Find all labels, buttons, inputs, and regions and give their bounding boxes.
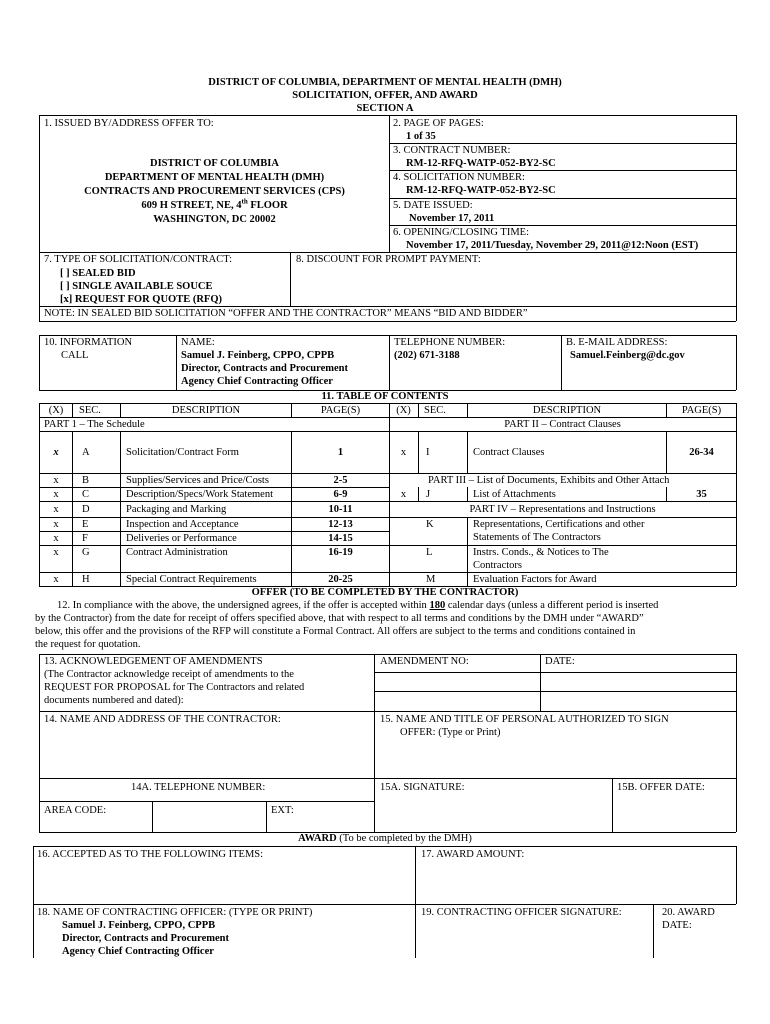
amendments-label: 13. ACKNOWLEDGEMENT OF AMENDMENTS	[44, 656, 263, 667]
toc-pages: 2-5	[333, 475, 348, 486]
offer-days: 180	[429, 600, 446, 611]
amendment-number-label: AMENDMENT NO:	[380, 656, 469, 667]
toc-header-x: (X)	[48, 405, 64, 416]
toc-desc: Packaging and Marking	[126, 504, 227, 515]
amendments-line-4: documents numbered and dated):	[44, 695, 184, 706]
offer-heading: OFFER (TO BE COMPLETED BY THE CONTRACTOR)	[251, 587, 519, 598]
contracting-officer-name: Samuel J. Feinberg, CPPO, CPPB	[62, 920, 216, 931]
amendments-line-3: REQUEST FOR PROPOSAL for The Contractors and related	[44, 682, 305, 693]
pages-label: 2. PAGE OF PAGES:	[393, 118, 484, 129]
toc-sec: B	[82, 475, 90, 486]
contracting-officer-signature-label: 19. CONTRACTING OFFICER SIGNATURE:	[421, 907, 622, 918]
toc-desc: Representations, Certifications and other	[473, 519, 645, 530]
issuer-org-1: DISTRICT OF COLUMBIA	[150, 158, 279, 169]
toc-mark: x	[400, 447, 407, 458]
toc-desc: List of Attachments	[473, 489, 556, 500]
toc-mark: x	[53, 504, 59, 515]
toc-mark: x	[53, 574, 59, 585]
phone-value: (202) 671-3188	[394, 350, 460, 361]
amendment-date-field-2[interactable]	[542, 693, 735, 710]
offer-date-label: 15B. OFFER DATE:	[617, 782, 705, 793]
toc-mark: x	[400, 489, 407, 500]
award-date-label-2: DATE:	[662, 920, 692, 931]
contract-number-value: RM-12-RFQ-WATP-052-BY2-SC	[406, 158, 556, 169]
toc-mark: x	[53, 519, 59, 530]
toc-sec: D	[82, 504, 90, 515]
solicitation-number-label: 4. SOLICITATION NUMBER:	[393, 172, 525, 183]
contact-name-label: NAME:	[181, 337, 215, 348]
issued-by-label: 1. ISSUED BY/ADDRESS OFFER TO:	[44, 118, 214, 129]
contract-number-label: 3. CONTRACT NUMBER:	[393, 145, 511, 156]
contracting-officer-title-1: Director, Contracts and Procurement	[62, 933, 229, 944]
issuer-city: WASHINGTON, DC 20002	[153, 214, 276, 225]
authorized-signer-field[interactable]	[376, 741, 735, 777]
option-sealed-bid: [ ] SEALED BID	[60, 268, 136, 279]
authorized-signer-label-2: OFFER: (Type or Print)	[400, 727, 501, 738]
contracting-officer-signature-field[interactable]	[417, 921, 652, 957]
contact-title-1: Director, Contracts and Procurement	[181, 363, 348, 374]
offer-date-field[interactable]	[614, 796, 735, 831]
accepted-items-field[interactable]	[35, 863, 413, 903]
pages-value: 1 of 35	[406, 131, 436, 142]
toc-sec: J	[426, 489, 431, 500]
award-heading-note: (To be completed by the DMH)	[336, 833, 472, 844]
extension-label: EXT:	[271, 805, 294, 816]
phone-label: TELEPHONE NUMBER:	[394, 337, 506, 348]
discount-label: 8. DISCOUNT FOR PROMPT PAYMENT:	[296, 254, 481, 265]
authorized-signer-label: 15. NAME AND TITLE OF PERSONAL AUTHORIZED TO SIGN	[380, 714, 669, 725]
toc-title: 11. TABLE OF CONTENTS	[321, 391, 449, 402]
toc-desc: Description/Specs/Work Statement	[126, 489, 273, 500]
toc-mark: x	[53, 489, 59, 500]
award-amount-label: 17. AWARD AMOUNT:	[421, 849, 525, 860]
toc-pages: 20-25	[328, 574, 353, 585]
amendment-date-field-1[interactable]	[542, 674, 735, 690]
signature-field[interactable]	[376, 796, 611, 831]
toc-part-2: PART II – Contract Clauses	[504, 419, 621, 430]
contracting-officer-title-2: Agency Chief Contracting Officer	[62, 946, 214, 957]
toc-header-x-2: (X)	[396, 405, 411, 416]
section-a-heading: SECTION A	[356, 103, 414, 114]
toc-pages: 6-9	[333, 489, 348, 500]
form-title-line1: DISTRICT OF COLUMBIA, DEPARTMENT OF MENTAL HEALTH (DMH)	[208, 77, 562, 88]
toc-desc: Deliveries or Performance	[126, 533, 237, 544]
option-single-source: [ ] SINGLE AVAILABLE SOUCE	[60, 281, 213, 292]
toc-pages: 16-19	[328, 547, 353, 558]
sealed-bid-note: NOTE: IN SEALED BID SOLICITATION “OFFER AND THE CONTRACTOR” MEANS “BID AND BIDDER”	[44, 308, 528, 319]
award-heading	[0, 833, 770, 845]
contractor-name-address-field[interactable]	[41, 728, 373, 777]
toc-header-desc-2: DESCRIPTION	[532, 405, 602, 416]
info-call-label: 10. INFORMATION	[44, 337, 133, 348]
offer-paragraph-3: below, this offer and the provisions of the RFP will constitute a Formal Contract. All offers are subject to the terms and conditions contained in	[35, 626, 636, 637]
toc-header-sec: SEC.	[79, 405, 101, 416]
toc-sec: I	[426, 447, 430, 458]
toc-sec: H	[82, 574, 90, 585]
area-code-label: AREA CODE:	[44, 805, 107, 816]
amendment-number-field-2[interactable]	[376, 693, 539, 710]
amendment-date-label: DATE:	[545, 656, 575, 667]
toc-header-pages-2: PAGE(S)	[681, 405, 722, 416]
email-label: B. E-MAIL ADDRESS:	[566, 337, 668, 348]
toc-part-1: PART 1 – The Schedule	[44, 419, 145, 430]
contact-title-2: Agency Chief Contracting Officer	[181, 376, 333, 387]
issuer-street: 609 H STREET, NE, 4th FLOOR	[141, 197, 288, 211]
toc-pages: 12-13	[328, 519, 353, 530]
toc-desc: Solicitation/Contract Form	[126, 447, 239, 458]
toc-sec: F	[82, 533, 88, 544]
toc-desc: Special Contract Requirements	[126, 574, 257, 585]
issuer-org-2: DEPARTMENT OF MENTAL HEALTH (DMH)	[104, 172, 325, 183]
award-amount-field[interactable]	[417, 863, 735, 903]
issuer-org-3: CONTRACTS AND PROCUREMENT SERVICES (CPS)	[84, 186, 345, 197]
toc-part-4: PART IV – Representations and Instructions	[469, 504, 656, 515]
toc-desc-2: Statements of The Contractors	[473, 532, 601, 543]
toc-header-pages: PAGE(S)	[320, 405, 361, 416]
solicitation-number-value: RM-12-RFQ-WATP-052-BY2-SC	[406, 185, 556, 196]
toc-mark: x	[53, 533, 59, 544]
opening-time-label: 6. OPENING/CLOSING TIME:	[393, 227, 530, 238]
toc-sec: G	[82, 547, 90, 558]
toc-sec: C	[82, 489, 90, 500]
solicitation-type-label: 7. TYPE OF SOLICITATION/CONTRACT:	[44, 254, 233, 265]
date-issued-value: November 17, 2011	[409, 213, 495, 224]
date-issued-label: 5. DATE ISSUED:	[393, 200, 473, 211]
toc-pages: 26-34	[689, 447, 714, 458]
toc-pages: 35	[696, 489, 707, 500]
offer-paragraph-4: the request for quotation.	[35, 639, 141, 650]
telephone-number-field[interactable]	[154, 803, 265, 831]
opening-time-value: November 17, 2011/Tuesday, November 29, 2011@12:Noon (EST)	[406, 240, 699, 251]
option-rfq: [x] REQUEST FOR QUOTE (RFQ)	[60, 294, 222, 305]
form-title-line2: SOLICITATION, OFFER, AND AWARD	[292, 90, 478, 101]
issuer-address	[40, 157, 389, 227]
toc-header-desc: DESCRIPTION	[171, 405, 241, 416]
toc-mark: x	[53, 475, 59, 486]
toc-pages: 14-15	[328, 533, 353, 544]
toc-sec: L	[426, 547, 433, 558]
toc-part-3: PART III – List of Documents, Exhibits and Other Attach	[428, 475, 670, 486]
accepted-items-label: 16. ACCEPTED AS TO THE FOLLOWING ITEMS:	[37, 849, 264, 860]
toc-desc: Contract Clauses	[473, 447, 545, 458]
amendments-line-2: (The Contractor acknowledge receipt of amendments to the	[44, 669, 294, 680]
toc-desc: Supplies/Services and Price/Costs	[126, 475, 269, 486]
offer-text-a: 12. In compliance with the above, the undersigned agrees, if the offer is accepted within	[57, 600, 430, 611]
toc-sec: M	[426, 574, 436, 585]
toc-mark: x	[53, 447, 59, 458]
offer-paragraph-1	[57, 600, 658, 612]
info-call-label-2: CALL	[61, 350, 89, 361]
signature-label: 15A. SIGNATURE:	[380, 782, 465, 793]
toc-desc-2: Contractors	[473, 560, 522, 571]
email-value[interactable]: Samuel.Feinberg@dc.gov	[570, 350, 685, 361]
toc-mark: x	[53, 547, 59, 558]
toc-desc: Evaluation Factors for Award	[473, 574, 597, 585]
toc-pages: 1	[337, 447, 344, 458]
toc-sec: A	[82, 447, 90, 458]
contracting-officer-label: 18. NAME OF CONTRACTING OFFICER: (TYPE OR PRINT)	[37, 907, 313, 918]
toc-desc: Contract Administration	[126, 547, 228, 558]
toc-sec: E	[82, 519, 89, 530]
telephone-label: 14A. TELEPHONE NUMBER:	[131, 782, 266, 793]
contact-name: Samuel J. Feinberg, CPPO, CPPB	[181, 350, 335, 361]
contractor-name-address-label: 14. NAME AND ADDRESS OF THE CONTRACTOR:	[44, 714, 281, 725]
offer-text-b: calendar days (unless a different period is inserted	[445, 600, 659, 611]
award-heading-bold: AWARD	[298, 833, 337, 844]
toc-desc: Inspection and Acceptance	[126, 519, 239, 530]
amendment-number-field-1[interactable]	[376, 674, 539, 690]
toc-sec: K	[426, 519, 434, 530]
offer-paragraph-2: by the Contractor) from the date for receipt of offers specified above, that with respect to all terms and conditions by the DMH under “AWARD”	[35, 613, 644, 624]
toc-pages: 10-11	[328, 504, 353, 515]
toc-header-sec-2: SEC.	[424, 405, 446, 416]
award-date-label: 20. AWARD	[662, 907, 715, 918]
toc-desc: Instrs. Conds., & Notices to The	[473, 547, 609, 558]
